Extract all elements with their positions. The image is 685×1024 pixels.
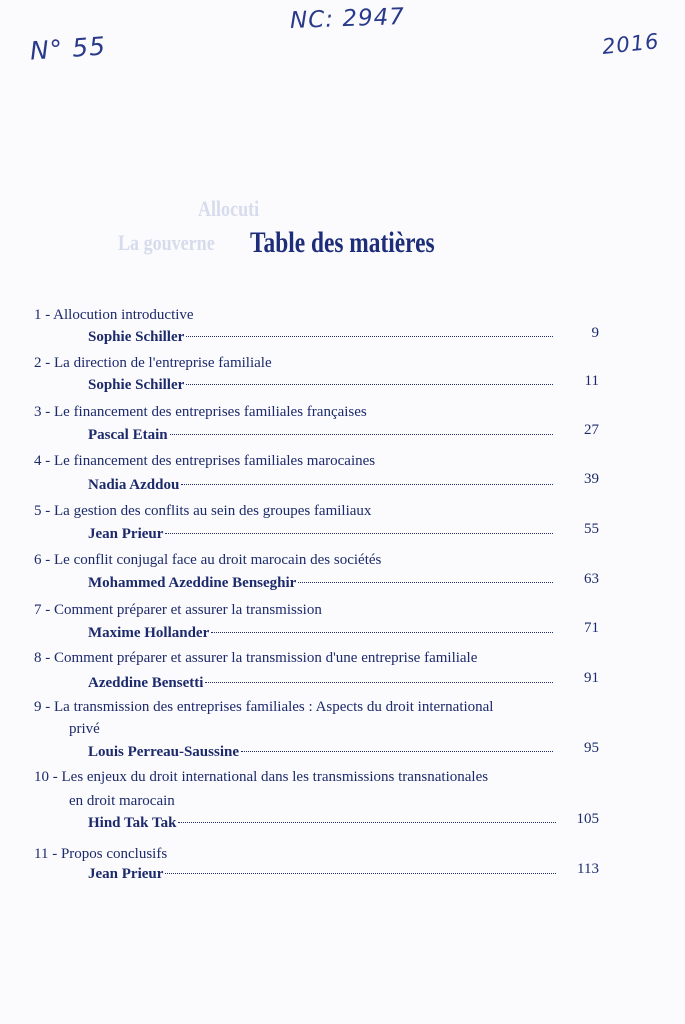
page-number: 11 — [584, 373, 599, 389]
entry-title: 10 - Les enjeux du droit international dans les transmissions transnationales — [34, 769, 489, 785]
page-number: 39 — [584, 471, 599, 487]
author-row — [88, 623, 553, 643]
page-number: 113 — [577, 861, 599, 877]
page-number: 95 — [584, 740, 599, 756]
handwritten-year: 2016 — [600, 29, 661, 59]
entry-title: 6 - Le conflit conjugal face au droit marocain des sociétés — [34, 552, 382, 568]
page-number: 27 — [584, 422, 599, 438]
dot-leader — [205, 682, 553, 683]
author-row — [88, 327, 553, 347]
entry-title: 3 - Le financement des entreprises familiales françaises — [34, 404, 367, 420]
dot-leader — [211, 632, 553, 633]
dot-leader — [178, 822, 556, 823]
entry-title-continued: en droit marocain — [69, 793, 175, 809]
entry-author: Hind Tak Tak — [88, 815, 177, 831]
entry-author: Azeddine Bensetti — [88, 675, 204, 691]
author-row — [88, 425, 553, 445]
entry-title: 4 - Le financement des entreprises familiales marocaines — [34, 453, 376, 469]
dot-leader — [165, 873, 556, 874]
author-row — [88, 813, 556, 833]
dot-leader — [170, 434, 553, 435]
page-title: Table des matières — [250, 226, 435, 259]
entry-title: 2 - La direction de l'entreprise familiale — [34, 355, 272, 371]
author-row — [88, 673, 553, 693]
author-row — [88, 475, 553, 495]
dot-leader — [181, 484, 553, 485]
bleed-through-text: La gouverne — [118, 230, 215, 255]
author-row — [88, 375, 553, 395]
page-number: 55 — [584, 521, 599, 537]
dot-leader — [165, 533, 553, 534]
entry-author: Pascal Etain — [88, 427, 168, 443]
dot-leader — [298, 582, 553, 583]
page-number: 105 — [576, 811, 599, 827]
dot-leader — [241, 751, 553, 752]
entry-author: Jean Prieur — [88, 866, 164, 882]
page-number: 63 — [584, 571, 599, 587]
entry-author: Jean Prieur — [88, 526, 164, 542]
entry-title: 7 - Comment préparer et assurer la transmission — [34, 602, 322, 618]
dot-leader — [186, 336, 553, 337]
entry-author: Sophie Schiller — [88, 377, 185, 393]
entry-title: 9 - La transmission des entreprises familiales : Aspects du droit international — [34, 699, 494, 715]
page-number: 91 — [584, 670, 599, 686]
bleed-through-text: Allocuti — [198, 196, 260, 221]
entry-title: 1 - Allocution introductive — [34, 307, 194, 323]
page-number: 9 — [591, 325, 599, 341]
entry-author: Maxime Hollander — [88, 625, 210, 641]
entry-author: Sophie Schiller — [88, 329, 185, 345]
entry-author: Nadia Azddou — [88, 477, 180, 493]
author-row — [88, 864, 556, 884]
entry-author: Louis Perreau-Saussine — [88, 744, 239, 760]
entry-title: 5 - La gestion des conflits au sein des groupes familiaux — [34, 503, 372, 519]
author-row — [88, 573, 553, 593]
dot-leader — [186, 384, 553, 385]
author-row — [88, 742, 553, 762]
entry-author: Mohammed Azeddine Benseghir — [88, 575, 297, 591]
author-row — [88, 524, 553, 544]
page-number: 71 — [584, 620, 599, 636]
entry-title: 11 - Propos conclusifs — [34, 846, 168, 862]
handwritten-reference: NC: 2947 — [289, 4, 406, 34]
handwritten-number: N° 55 — [29, 31, 107, 66]
entry-title: 8 - Comment préparer et assurer la transmission d'une entreprise familiale — [34, 650, 478, 666]
entry-title-continued: privé — [69, 721, 100, 737]
